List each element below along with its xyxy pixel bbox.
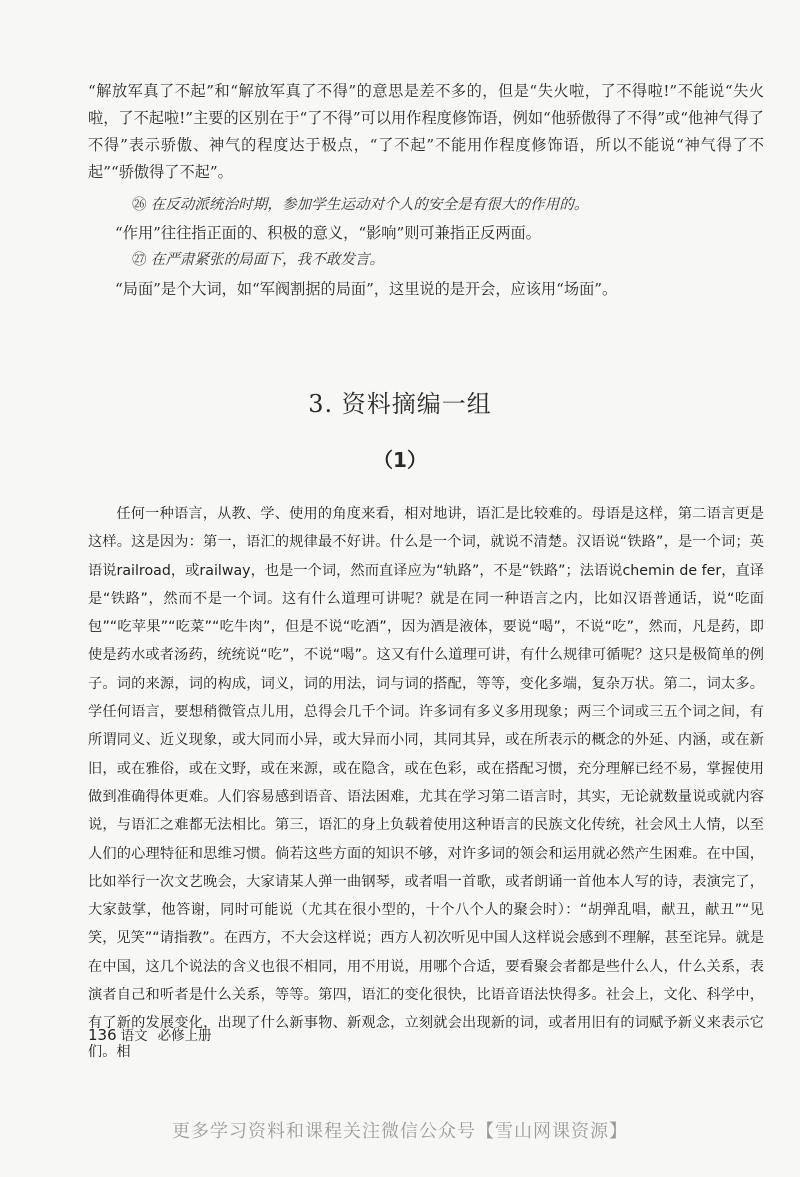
- intro-paragraph: “解放军真了不起”和“解放军真了不得”的意思是差不多的，但是“失火啦，了不得啦!”不能说“失火啦，了不起啦!”主要的区别在于“了不得”可以用作程度修饰语，例如“他骄傲得了不得”或“他神气得了不得”表示骄傲、神气的程度达于极点，“了不起”不能用作程度修饰语，所以不能说“神气得了不起”“骄傲得了不起”。: [88, 82, 764, 181]
- explanation-paragraph-27: “局面”是个大词，如“军阀割据的局面”，这里说的是开会，应该用“场面”。: [115, 280, 618, 298]
- example-number: ㉗: [132, 251, 147, 268]
- example-text: 在反动派统治时期，参加学生运动对个人的安全是有很大的作用的。: [150, 196, 589, 213]
- page-number: 136: [88, 1026, 117, 1044]
- example-text: 在严肃紧张的局面下，我不敢发言。: [150, 251, 385, 268]
- book-title: 语文: [120, 1028, 148, 1044]
- body-paragraph: 任何一种语言，从教、学、使用的角度来看，相对地讲，语汇是比较难的。母语是这样，第二语言更是这样。这是因为：第一，语汇的规律最不好讲。什么是一个词，就说不清楚。汉语说“铁路”，是一个词；英语说railroad，或railway，也是一个词，然而直译应为“轨路”，不是“铁路”；法语说chemin de fer，直译是“铁路”，然而不是一个词。这有什么道理可讲呢？就是在同一种语言之内，比如汉语普通话，说“吃面包”“吃苹果”“吃菜”“吃牛肉”，但是不说“吃酒”，因为酒是液体，要说“喝”，不说“吃”，然而，凡是药，即使是药水或者汤药，统统说“吃”，不说“喝”。这又有什么道理可讲，有什么规律可循呢？这只是极简单的例子。词的来源，词的构成，词义，词的用法，词与词的搭配，等等，变化多端，复杂万状。第二，词太多。学任何语言，要想稍微管点儿用，总得会几千个词。许多词有多义多用现象；两三个词或三五个词之间，有所谓同义、近义现象，或大同而小异，或大异而小同，其同其异，或在所表示的概念的外延、内涵，或在新旧，或在雅俗，或在文野，或在来源，或在隐含，或在色彩，或在搭配习惯，充分理解已经不易，掌握使用做到准确得体更难。人们容易感到语音、语法困难，尤其在学习第二语言时，其实，无论就数量说或就内容说，与语汇之难都无法相比。第三，语汇的身上负载着使用这种语言的民族文化传统，社会风土人情，以至人们的心理特征和思维习惯。倘若这些方面的知识不够，对许多词的领会和运用就必然产生困难。在中国，比如举行一次文艺晚会，大家请某人弹一曲钢琴，或者唱一首歌，或者朗诵一首他本人写的诗，表演完了，大家鼓掌，他答谢，同时可能说（尤其在很小型的，十个八个人的聚会时）：“胡弹乱唱，献丑，献丑”“见笑，见笑”“请指教”。在西方，不大会这样说；西方人初次听见中国人这样说会感到不理解，甚至诧异。就是在中国，这几个说法的含义也很不相同，用不用说，用哪个合适，要看聚会者都是些什么人，什么关系，表演者自己和听者是什么关系，等等。第四，语汇的变化很快，比语音语法快得多。社会上，文化、科学中，有了新的发展变化，出现了什么新事物、新观念，立刻就会出现新的词，或者用旧有的词赋予新义来表示它们。相: [88, 506, 764, 1060]
- volume-label: 必修上册: [157, 1028, 212, 1044]
- page-footer: [88, 1024, 212, 1044]
- watermark-text: 更多学习资料和课程关注微信公众号【雪山网课资源】: [172, 1121, 628, 1142]
- example-sentence-27: [132, 248, 384, 272]
- subsection-title: （1）: [373, 448, 427, 472]
- example-number: ㉖: [132, 196, 147, 213]
- example-sentence-26: [132, 193, 588, 217]
- section-title: 3. 资料摘编一组: [308, 390, 492, 418]
- explanation-paragraph-26: “作用”往往指正面的、积极的意义，“影响”则可兼指正反两面。: [115, 224, 541, 242]
